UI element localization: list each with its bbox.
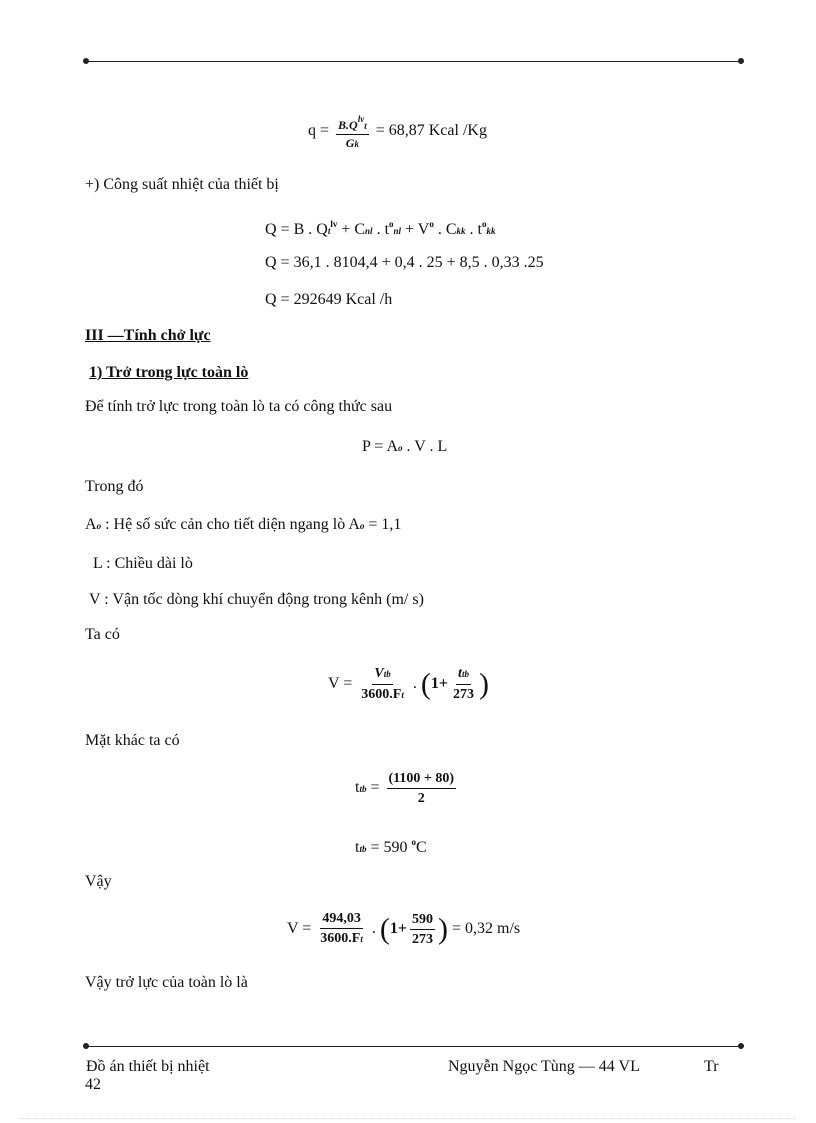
def-V: V : Vận tốc dòng khí chuyển động trong kênh (m/ s) — [89, 591, 424, 608]
defa-sub2: o — [359, 521, 365, 531]
fv1-inner-den: 273 — [453, 687, 474, 703]
ft2-lhs: t — [355, 839, 360, 856]
fv2-dot: . — [371, 920, 376, 937]
fv1-den: 3600.F — [361, 686, 402, 702]
fq1-sub6: kk — [486, 226, 496, 236]
ft1-den: 2 — [417, 790, 425, 806]
fp-sub: o — [398, 443, 403, 453]
def-A — [85, 515, 401, 536]
fv2-den-sub: t — [360, 934, 363, 945]
formula-ttb2 — [355, 832, 427, 859]
formula-q-num-sub: t — [364, 121, 367, 131]
fv1-one-plus: 1+ — [430, 675, 448, 692]
fv1-num: V — [374, 665, 384, 681]
fp-p2: . V . L — [402, 438, 448, 455]
footer-left: Đồ án thiết bị nhiệt — [86, 1058, 210, 1075]
formula-Q3: Q = 292649 Kcal /h — [265, 291, 393, 308]
footer-rule — [86, 1046, 741, 1047]
fv2-inner-num: 590 — [410, 911, 435, 930]
fq1-sup4: o — [429, 219, 434, 229]
formula-V2 — [287, 909, 520, 949]
fv2-open-paren: ( — [379, 912, 390, 946]
ft2-p1: = 590 — [366, 839, 412, 856]
formula-q-den-sub: k — [354, 139, 359, 149]
section-1-heading: 1) Trở trong lực toàn lò — [89, 364, 249, 381]
fv1-num-sub: tb — [383, 668, 391, 679]
formula-V1 — [328, 664, 489, 704]
fv2-inner-den: 273 — [412, 931, 433, 947]
page-bottom-edge — [20, 1118, 796, 1119]
fq1-sub3: nl — [393, 226, 402, 236]
defa-p2: : Hệ số sức cản cho tiết diện ngang lò A — [101, 516, 360, 533]
formula-ttb1 — [355, 768, 459, 809]
ft1-fraction — [387, 770, 457, 807]
fv2-lhs: V = — [287, 920, 312, 937]
fp-p1: P = A — [362, 438, 398, 455]
where-text: Trong đó — [85, 478, 144, 495]
fv1-dot: . — [412, 675, 417, 692]
fq1-sub2: nl — [365, 226, 373, 236]
fq1-p4: + V — [401, 221, 430, 238]
defa-p3: = 1,1 — [364, 516, 402, 533]
heading-power: +) Công suất nhiệt của thiết bị — [85, 176, 279, 193]
footer-page: 42 — [85, 1076, 101, 1093]
formula-Q1 — [265, 214, 495, 241]
section-III-heading: III —Tính chở lực — [85, 327, 211, 344]
defa-sub1: o — [96, 521, 102, 531]
formula-q-den: G — [345, 136, 355, 150]
formula-q — [308, 112, 487, 151]
footer-author: Nguyễn Ngọc Tùng — 44 VL — [448, 1058, 640, 1075]
fv1-fraction — [359, 665, 406, 704]
footer-tr: Tr — [704, 1058, 719, 1075]
defa-p1: A — [85, 516, 97, 533]
intro-text: Để tính trở lực trong toàn lò ta có công thức sau — [85, 398, 393, 415]
we-have-text: Ta có — [85, 626, 120, 643]
fv2-inner-fraction — [410, 911, 435, 948]
fv1-lhs: V = — [328, 675, 353, 692]
formula-P — [362, 437, 447, 458]
fq1-sup1: lv — [330, 219, 338, 229]
ft1-lhs: t — [355, 779, 360, 796]
def-L: L : Chiều dài lò — [93, 555, 193, 572]
fq1-p6: . t — [465, 221, 482, 238]
fv1-inner-num-sub: tb — [461, 669, 469, 680]
fv2-den: 3600.F — [320, 931, 361, 947]
fv1-den-sub: t — [401, 689, 404, 700]
fv2-close-paren: ) — [438, 912, 448, 946]
fq1-p2: + C — [337, 221, 366, 238]
fq1-p3: . t — [372, 221, 390, 238]
header-rule — [86, 61, 741, 62]
formula-q-rhs: = 68,87 Kcal /Kg — [375, 122, 487, 140]
formula-q-fraction — [336, 112, 369, 151]
ft1-lhs-sub: tb — [359, 784, 367, 794]
fq1-p5: . C — [433, 221, 457, 238]
fq1-sup3: o — [389, 219, 394, 229]
formula-Q2: Q = 36,1 . 8104,4 + 0,4 . 25 + 8,5 . 0,33 .25 — [265, 254, 544, 271]
fq1-sub5: kk — [456, 226, 466, 236]
fv1-open-paren: ( — [420, 667, 431, 701]
fq1-sub1: t — [327, 226, 331, 236]
ft1-eq: = — [366, 779, 380, 796]
fv1-inner-num: t — [458, 666, 462, 682]
fq1-p1: Q = B . Q — [265, 221, 328, 238]
conclusion-text: Vậy trở lực của toàn lò là — [85, 974, 248, 991]
formula-q-lhs: q = — [308, 122, 330, 140]
fq1-sup6: o — [481, 219, 487, 229]
formula-q-num: B.Q — [338, 118, 358, 132]
ft2-lhs-sub: tb — [359, 844, 367, 854]
fv1-inner-fraction — [451, 665, 476, 703]
so-text: Vậy — [85, 873, 112, 890]
formula-q-num-sup: lv — [357, 114, 365, 124]
fv2-fraction — [318, 910, 365, 948]
fv1-close-paren: ) — [479, 667, 489, 701]
ft2-sup: o — [411, 837, 416, 847]
fv2-one-plus: 1+ — [389, 920, 407, 937]
ft1-num: (1100 + 80) — [387, 770, 457, 789]
ft2-p2: C — [416, 839, 427, 856]
fv2-rhs: = 0,32 m/s — [452, 920, 521, 937]
other-hand-text: Mặt khác ta có — [85, 732, 180, 749]
fv2-num: 494,03 — [320, 910, 363, 929]
